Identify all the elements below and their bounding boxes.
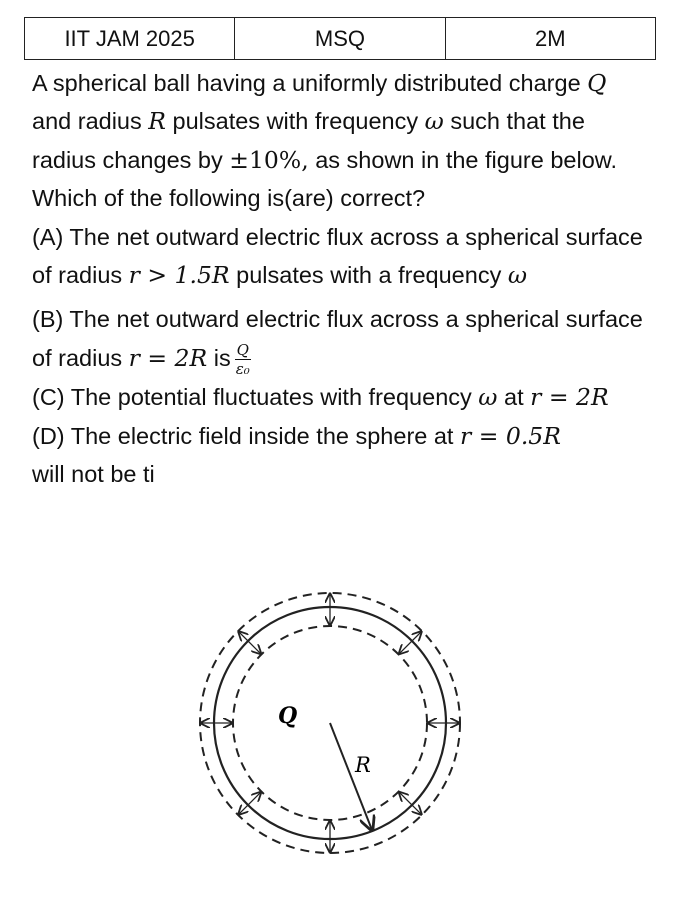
stem-text-2: and radius [32, 108, 142, 135]
pulsation-arrow [248, 641, 261, 654]
question-type-cell: MSQ [235, 18, 445, 59]
option-d-condition: r = 0.5R [460, 421, 561, 450]
pulsation-arrow [399, 641, 412, 654]
pulsation-arrow [412, 632, 421, 641]
fraction-numerator: Q [236, 341, 249, 360]
pulsation-arrow [239, 632, 248, 641]
option-c-symbol: ω [478, 383, 498, 412]
option-b-text: (B) The net outward electric flux across a spherical surface of radius [32, 306, 643, 371]
pulsation-arrow [412, 805, 421, 814]
header-table [24, 17, 656, 60]
option-d-tail: will not be ti [32, 460, 155, 487]
exam-name-cell: IIT JAM 2025 [25, 18, 235, 59]
question-block [32, 64, 652, 493]
frequency-symbol: ω [424, 107, 444, 136]
option-a-symbol: ω [507, 261, 528, 290]
pulsation-arrow [239, 805, 248, 814]
stem-text-3: pulsates with frequency [172, 108, 419, 135]
pulsating-sphere-figure [185, 585, 475, 865]
option-b-condition: r = 2R [128, 343, 208, 372]
marks-cell: 2M [535, 25, 566, 51]
fraction-denominator: ε₀ [235, 360, 250, 379]
charge-label: Q [278, 703, 298, 729]
option-a-text: (A) The net outward electric flux across a spherical surface of radius [32, 223, 643, 289]
pulsation-arrow [399, 792, 412, 805]
stem-text-4: such that the radius changes by [32, 108, 585, 173]
radius-symbol: R [148, 107, 166, 136]
option-a-condition: r > 1.5R [128, 261, 230, 290]
change-percentage: ±10%, [229, 145, 309, 174]
radius-label: R [355, 753, 371, 777]
option-c-condition: r = 2R [530, 383, 609, 412]
option-a [32, 218, 652, 295]
option-c-at: at [504, 384, 524, 411]
question-stem [32, 64, 652, 218]
option-d [32, 417, 652, 494]
stem-text-5: as shown in the figure below. Which of the following is(are) correct? [32, 146, 617, 212]
option-c-text: (C) The potential fluctuates with frequency [32, 384, 472, 411]
option-a-tail: pulsates with a frequency [236, 262, 502, 289]
charge-symbol: Q [587, 69, 607, 97]
flux-fraction [234, 341, 252, 378]
option-b-is: is [213, 344, 231, 371]
option-b [32, 300, 652, 378]
pulsation-arrow [248, 792, 261, 805]
option-d-text: (D) The electric field inside the sphere at [32, 422, 454, 449]
stem-text-1: A spherical ball having a uniformly distributed charge [32, 70, 581, 96]
option-c [32, 378, 652, 416]
